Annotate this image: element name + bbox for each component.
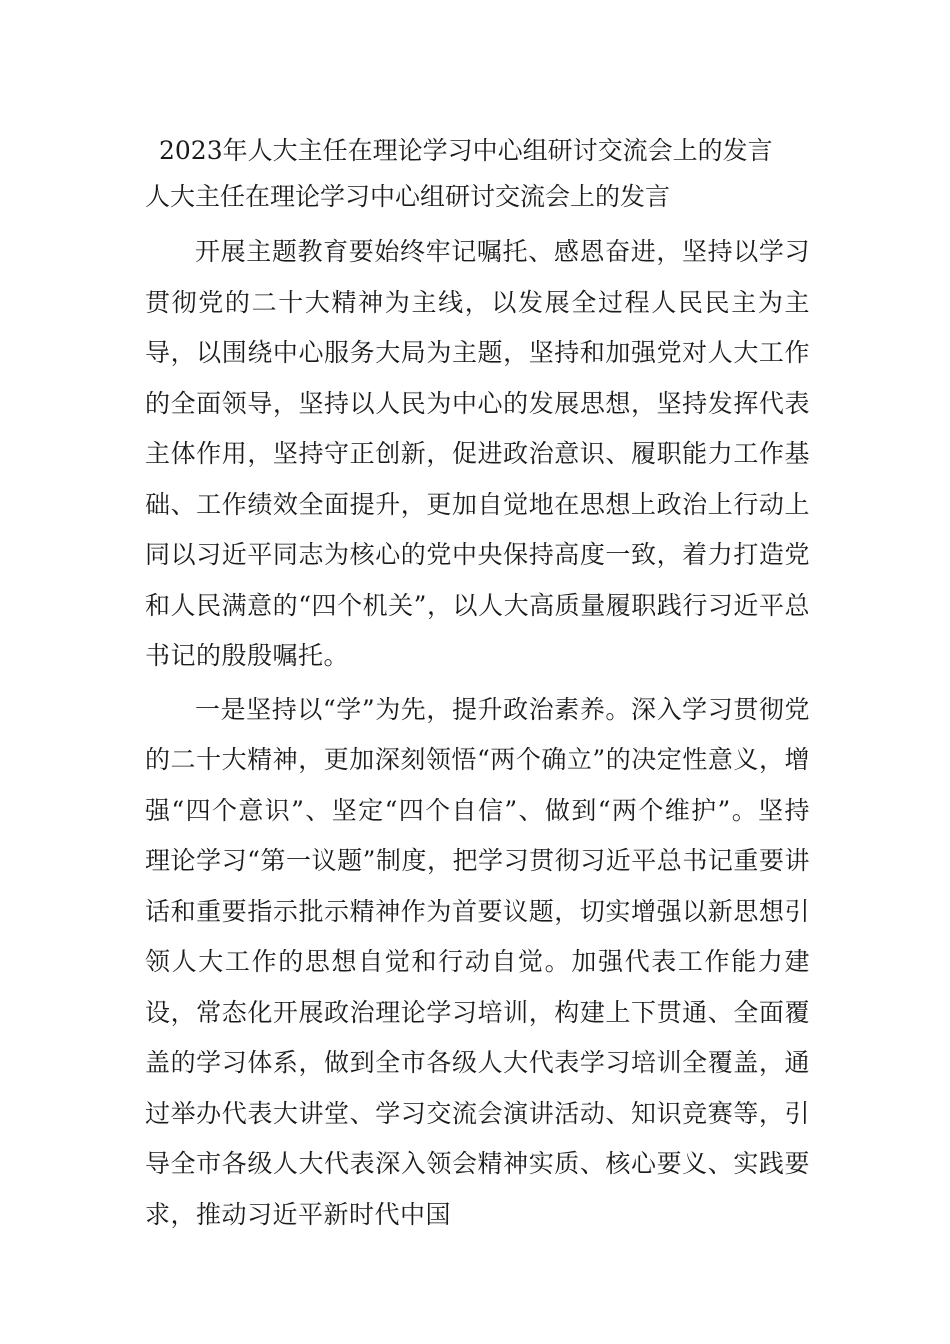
paragraph-point-one: 一是坚持以“学”为先，提升政治素养。深入学习贯彻党的二十大精神，更加深刻领悟“两个确立”的决定性意义，增强“四个意识”、坚定“四个自信”、做到“两个维护”。坚持理论学习“第一议题”制度，把学习贯彻习近平总书记重要讲话和重要指示批示精神作为首要议题，切实增强以新思想引领人大工作的思想自觉和行动自觉。加强代表工作能力建设，常态化开展政治理论学习培训，构建上下贯通、全面覆盖的学习体系，做到全市各级人大代表学习培训全覆盖，通过举办代表大讲堂、学习交流会演讲活动、知识竞赛等，引导全市各级人大代表深入领会精神实质、核心要义、实践要求，推动习近平新时代中国 — [145, 694, 810, 1229]
document-subtitle: 人大主任在理论学习中心组研讨交流会上的发言 — [145, 182, 671, 211]
paragraph-intro: 开展主题教育要始终牢记嘱托、感恩奋进，坚持以学习贯彻党的二十大精神为主线，以发展全过程人民民主为主导，以围绕中心服务大局为主题，坚持和加强党对人大工作的全面领导，坚持以人民为中心的发展思想，坚持发挥代表主体作用，坚持守正创新，促进政治意识、履职能力工作基础、工作绩效全面提升，更加自觉地在思想上政治上行动上同以习近平同志为核心的党中央保持高度一致，着力打造党和人民满意的“四个机关”，以人大高质量履职践行习近平总书记的殷殷嘱托。 — [145, 237, 810, 670]
document-body — [145, 128, 810, 1240]
document-title: 2023年人大主任在理论学习中心组研讨交流会上的发言 — [159, 136, 773, 165]
